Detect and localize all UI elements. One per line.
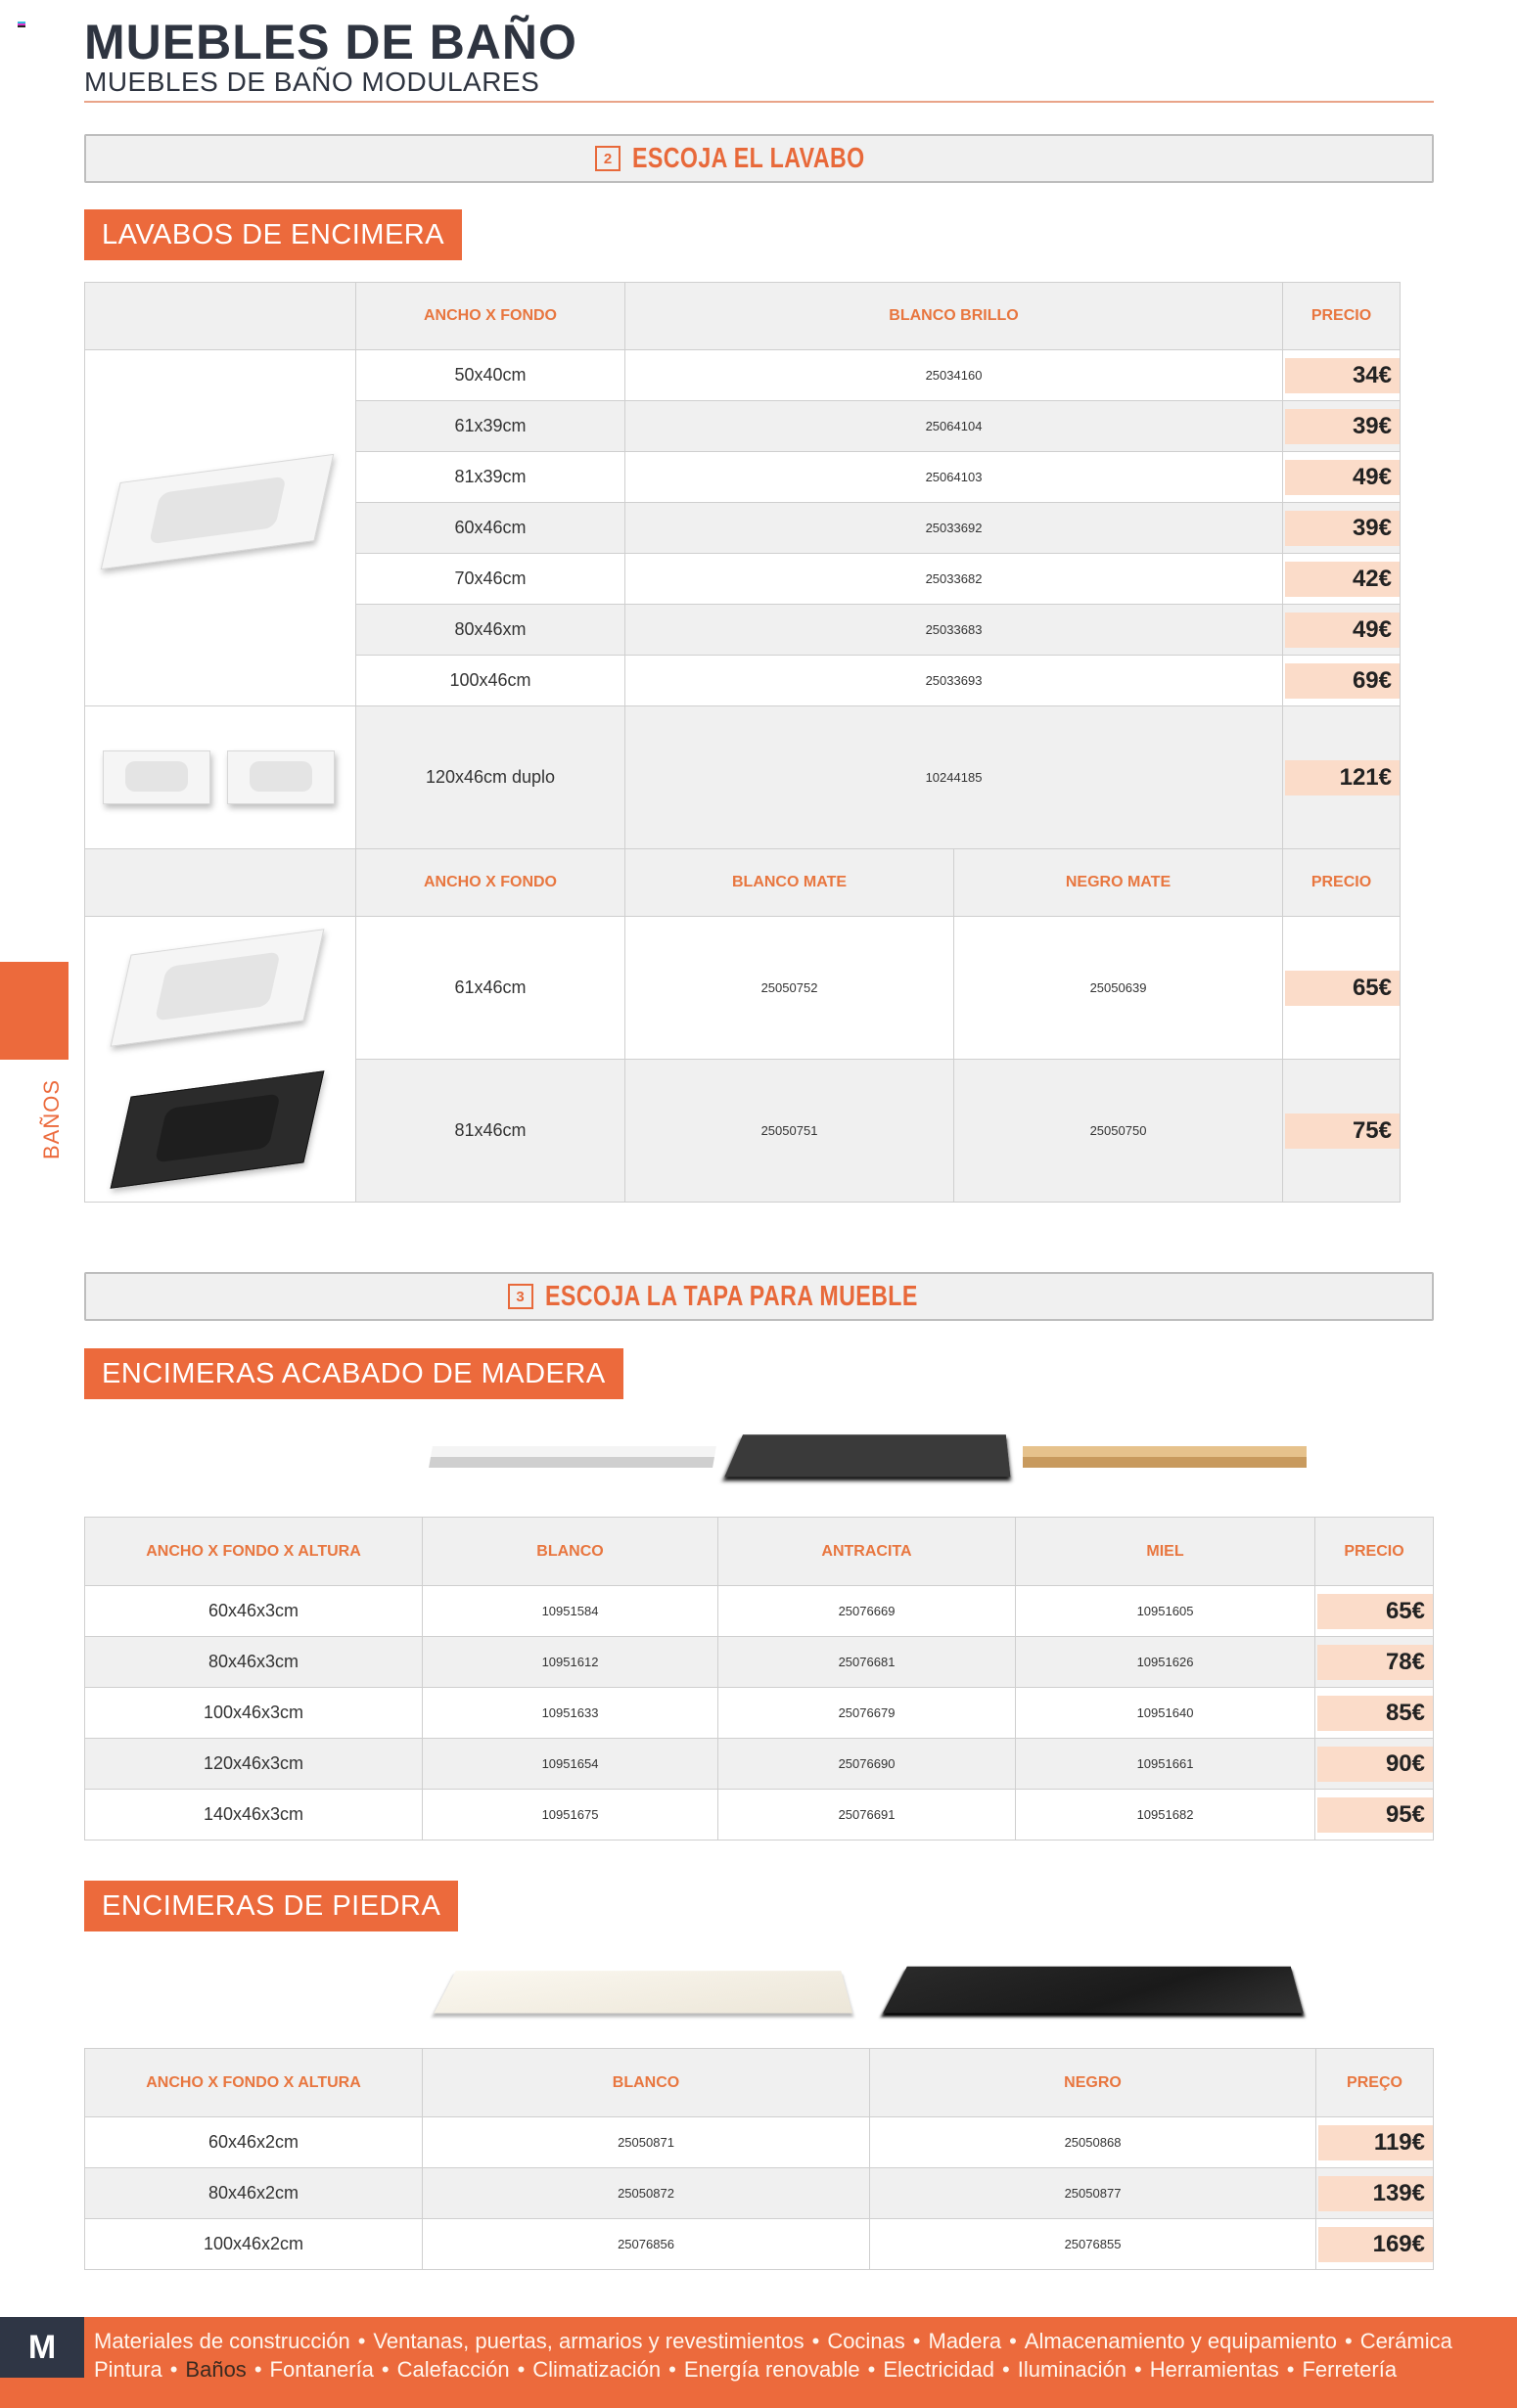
separator: •	[1002, 2357, 1010, 2382]
footer-category-link[interactable]: Fontanería	[269, 2357, 374, 2382]
table-cell	[1283, 503, 1401, 554]
double-sink-left-image	[103, 750, 210, 804]
table-cell: 60x46cm	[356, 503, 625, 554]
table-row	[85, 2219, 1434, 2270]
table-cell: 25076856	[423, 2219, 870, 2270]
table-row	[85, 1637, 1434, 1688]
white-countertop-image	[429, 1446, 716, 1468]
table-cell	[1316, 2219, 1434, 2270]
table-cell: PREÇO	[1316, 2049, 1434, 2117]
table-cell: ANTRACITA	[718, 1518, 1016, 1586]
step-label: ESCOJA EL LAVABO	[632, 142, 865, 174]
table-cell	[1315, 1688, 1434, 1739]
table-cell: 25033683	[625, 605, 1283, 656]
table-cell: 25076681	[718, 1637, 1016, 1688]
table-cell	[1315, 1739, 1434, 1790]
table-cell	[1283, 917, 1401, 1060]
table-cell	[1283, 350, 1401, 401]
table-cell	[1316, 2117, 1434, 2168]
table-cell	[1315, 1790, 1434, 1840]
table-cell: ANCHO X FONDO X ALTURA	[85, 1518, 423, 1586]
table-cell: 80x46x3cm	[85, 1637, 423, 1688]
footer-category-link[interactable]: Iluminación	[1017, 2357, 1127, 2382]
table-cell: 120x46x3cm	[85, 1739, 423, 1790]
table-row	[85, 917, 1401, 1060]
footer-category-link[interactable]: Materiales de construcción	[94, 2329, 350, 2353]
table-row	[85, 1739, 1434, 1790]
price: 69€	[1285, 663, 1400, 699]
step-3-banner	[84, 1272, 1434, 1321]
table-cell: MIEL	[1016, 1518, 1315, 1586]
section-tag-lavabos: LAVABOS DE ENCIMERA	[84, 209, 462, 260]
separator: •	[357, 2329, 366, 2353]
price: 85€	[1317, 1696, 1433, 1731]
table-cell	[1283, 401, 1401, 452]
piedra-table	[84, 2048, 1434, 2270]
matte-sinks-image-cell	[85, 917, 356, 1203]
table-cell: 100x46x3cm	[85, 1688, 423, 1739]
step-label: ESCOJA LA TAPA PARA MUEBLE	[544, 1280, 918, 1312]
table-cell: 25050750	[954, 1060, 1283, 1203]
table-cell: 10951682	[1016, 1790, 1315, 1840]
col-header: ANCHO X FONDO	[356, 283, 625, 350]
separator: •	[811, 2329, 820, 2353]
table-cell: PRECIO	[1283, 849, 1401, 917]
table-cell: 80x46xm	[356, 605, 625, 656]
brand-logo: M	[0, 2317, 84, 2378]
white-sink-image	[101, 454, 335, 569]
sink-image-cell	[85, 350, 356, 706]
table-cell: 25064104	[625, 401, 1283, 452]
footer-category-link[interactable]: Calefacción	[396, 2357, 510, 2382]
footer-category-link[interactable]: Madera	[928, 2329, 1002, 2353]
table-cell: 10951640	[1016, 1688, 1315, 1739]
side-tab-label: BAÑOS	[39, 1078, 64, 1159]
table-cell: 25076855	[870, 2219, 1316, 2270]
table-cell: 25050751	[625, 1060, 954, 1203]
price: 49€	[1285, 460, 1400, 495]
table-cell: 25050752	[625, 917, 954, 1060]
table-cell: 70x46cm	[356, 554, 625, 605]
table-cell: 25076679	[718, 1688, 1016, 1739]
table-cell: BLANCO MATE	[625, 849, 954, 917]
table-cell: NEGRO	[870, 2049, 1316, 2117]
col-header: PRECIO	[1283, 283, 1401, 350]
separator: •	[253, 2357, 262, 2382]
footer-category-link[interactable]: Baños	[185, 2357, 247, 2382]
price: 75€	[1285, 1113, 1400, 1149]
footer-category-link[interactable]: Cocinas	[827, 2329, 905, 2353]
step-number: 3	[508, 1284, 533, 1309]
table-cell	[1315, 1637, 1434, 1688]
separator: •	[1286, 2357, 1295, 2382]
table-cell: 25076690	[718, 1739, 1016, 1790]
table-cell: 61x39cm	[356, 401, 625, 452]
table-cell: BLANCO	[423, 1518, 718, 1586]
table-row	[85, 1586, 1434, 1637]
table-cell: 10951584	[423, 1586, 718, 1637]
footer-category-link[interactable]: Ferretería	[1302, 2357, 1398, 2382]
table-cell: 80x46x2cm	[85, 2168, 423, 2219]
table-cell: 10244185	[625, 706, 1283, 849]
footer-categories-line-1	[94, 2329, 1513, 2354]
price: 39€	[1285, 511, 1400, 546]
step-number: 2	[595, 146, 621, 171]
page-title: MUEBLES DE BAÑO	[84, 15, 577, 69]
footer-category-link[interactable]: Electricidad	[883, 2357, 995, 2382]
price: 139€	[1318, 2176, 1433, 2211]
table-row	[85, 2168, 1434, 2219]
table-row	[85, 350, 1401, 401]
table-cell: 25033682	[625, 554, 1283, 605]
table-cell: 10951661	[1016, 1739, 1315, 1790]
separator: •	[1134, 2357, 1142, 2382]
white-matte-sink-image	[111, 929, 325, 1047]
price: 42€	[1285, 562, 1400, 597]
table-cell: 81x46cm	[356, 1060, 625, 1203]
table-row	[85, 2117, 1434, 2168]
black-matte-sink-image	[111, 1070, 325, 1189]
table-cell: 25064103	[625, 452, 1283, 503]
table-cell: 25050871	[423, 2117, 870, 2168]
table-cell: 10951675	[423, 1790, 718, 1840]
white-stone-countertop-image	[434, 1971, 852, 2013]
table-cell: 120x46cm duplo	[356, 706, 625, 849]
table-cell: 25050872	[423, 2168, 870, 2219]
table-cell: PRECIO	[1315, 1518, 1434, 1586]
col-header: BLANCO BRILLO	[625, 283, 1283, 350]
price: 121€	[1285, 760, 1400, 795]
table-cell: 25050868	[870, 2117, 1316, 2168]
separator: •	[517, 2357, 526, 2382]
price: 78€	[1317, 1645, 1433, 1680]
honey-countertop-image	[1023, 1446, 1307, 1468]
double-sink-right-image	[227, 750, 335, 804]
page-subtitle: MUEBLES DE BAÑO MODULARES	[84, 67, 540, 97]
table-cell: 50x40cm	[356, 350, 625, 401]
separator: •	[668, 2357, 676, 2382]
price: 39€	[1285, 409, 1400, 444]
price: 49€	[1285, 613, 1400, 648]
table-cell: BLANCO	[423, 2049, 870, 2117]
table-cell	[1283, 554, 1401, 605]
print-marks	[18, 22, 25, 27]
madera-table	[84, 1517, 1434, 1840]
footer-categories-line-2	[94, 2357, 1513, 2383]
section-tag-madera: ENCIMERAS ACABADO DE MADERA	[84, 1348, 623, 1399]
table-cell: 10951633	[423, 1688, 718, 1739]
table-row	[85, 1688, 1434, 1739]
table-cell: 25076691	[718, 1790, 1016, 1840]
table-cell: 60x46x2cm	[85, 2117, 423, 2168]
table-cell: 10951605	[1016, 1586, 1315, 1637]
table-cell: 25033693	[625, 656, 1283, 706]
double-sink-image-cell	[85, 706, 356, 849]
footer-category-link[interactable]: Energía renovable	[683, 2357, 860, 2382]
table-cell	[1283, 605, 1401, 656]
table-row	[85, 706, 1401, 849]
separator: •	[867, 2357, 876, 2382]
table-cell: 61x46cm	[356, 917, 625, 1060]
price: 65€	[1317, 1594, 1433, 1629]
separator: •	[169, 2357, 178, 2382]
table-cell: 100x46x2cm	[85, 2219, 423, 2270]
table-cell: 10951626	[1016, 1637, 1315, 1688]
black-stone-countertop-image	[883, 1967, 1304, 2014]
table-cell: 25050877	[870, 2168, 1316, 2219]
title-divider	[84, 101, 1434, 103]
table-cell: ANCHO X FONDO X ALTURA	[85, 2049, 423, 2117]
separator: •	[381, 2357, 390, 2382]
table-cell: 25050639	[954, 917, 1283, 1060]
table-cell: 81x39cm	[356, 452, 625, 503]
separator: •	[912, 2329, 921, 2353]
table-cell	[1315, 1586, 1434, 1637]
table-cell: ANCHO X FONDO	[356, 849, 625, 917]
table-cell: 10951654	[423, 1739, 718, 1790]
footer-category-link[interactable]: Cerámica	[1359, 2329, 1452, 2353]
table-cell	[1283, 452, 1401, 503]
table-row	[85, 1790, 1434, 1840]
table-cell	[1283, 656, 1401, 706]
footer-category-link[interactable]: Almacenamiento y equipamiento	[1024, 2329, 1337, 2353]
table-cell	[1283, 1060, 1401, 1203]
table-cell: 140x46x3cm	[85, 1790, 423, 1840]
step-2-banner	[84, 134, 1434, 183]
footer-category-link[interactable]: Herramientas	[1149, 2357, 1279, 2382]
price: 34€	[1285, 358, 1400, 393]
table-cell	[1283, 706, 1401, 849]
separator: •	[1009, 2329, 1017, 2353]
table-cell: 100x46cm	[356, 656, 625, 706]
table-cell: 60x46x3cm	[85, 1586, 423, 1637]
table-cell: 25034160	[625, 350, 1283, 401]
footer-category-link[interactable]: Ventanas, puertas, armarios y revestimientos	[373, 2329, 804, 2353]
table-cell: 10951612	[423, 1637, 718, 1688]
price: 65€	[1285, 971, 1400, 1006]
price: 169€	[1318, 2227, 1433, 2262]
table-cell: 25033692	[625, 503, 1283, 554]
lavabos-table	[84, 282, 1401, 1203]
header-blank	[85, 283, 356, 350]
price: 119€	[1318, 2125, 1433, 2160]
anthracite-countertop-image	[724, 1434, 1010, 1477]
price: 95€	[1317, 1797, 1433, 1833]
section-tag-piedra: ENCIMERAS DE PIEDRA	[84, 1881, 458, 1931]
table-cell: NEGRO MATE	[954, 849, 1283, 917]
table-cell: 25076669	[718, 1586, 1016, 1637]
footer-category-link[interactable]: Climatización	[532, 2357, 662, 2382]
header-blank	[85, 849, 356, 917]
side-tab-marker	[0, 962, 69, 1060]
separator: •	[1344, 2329, 1353, 2353]
table-cell	[1316, 2168, 1434, 2219]
price: 90€	[1317, 1747, 1433, 1782]
footer-category-link[interactable]: Pintura	[94, 2357, 162, 2382]
